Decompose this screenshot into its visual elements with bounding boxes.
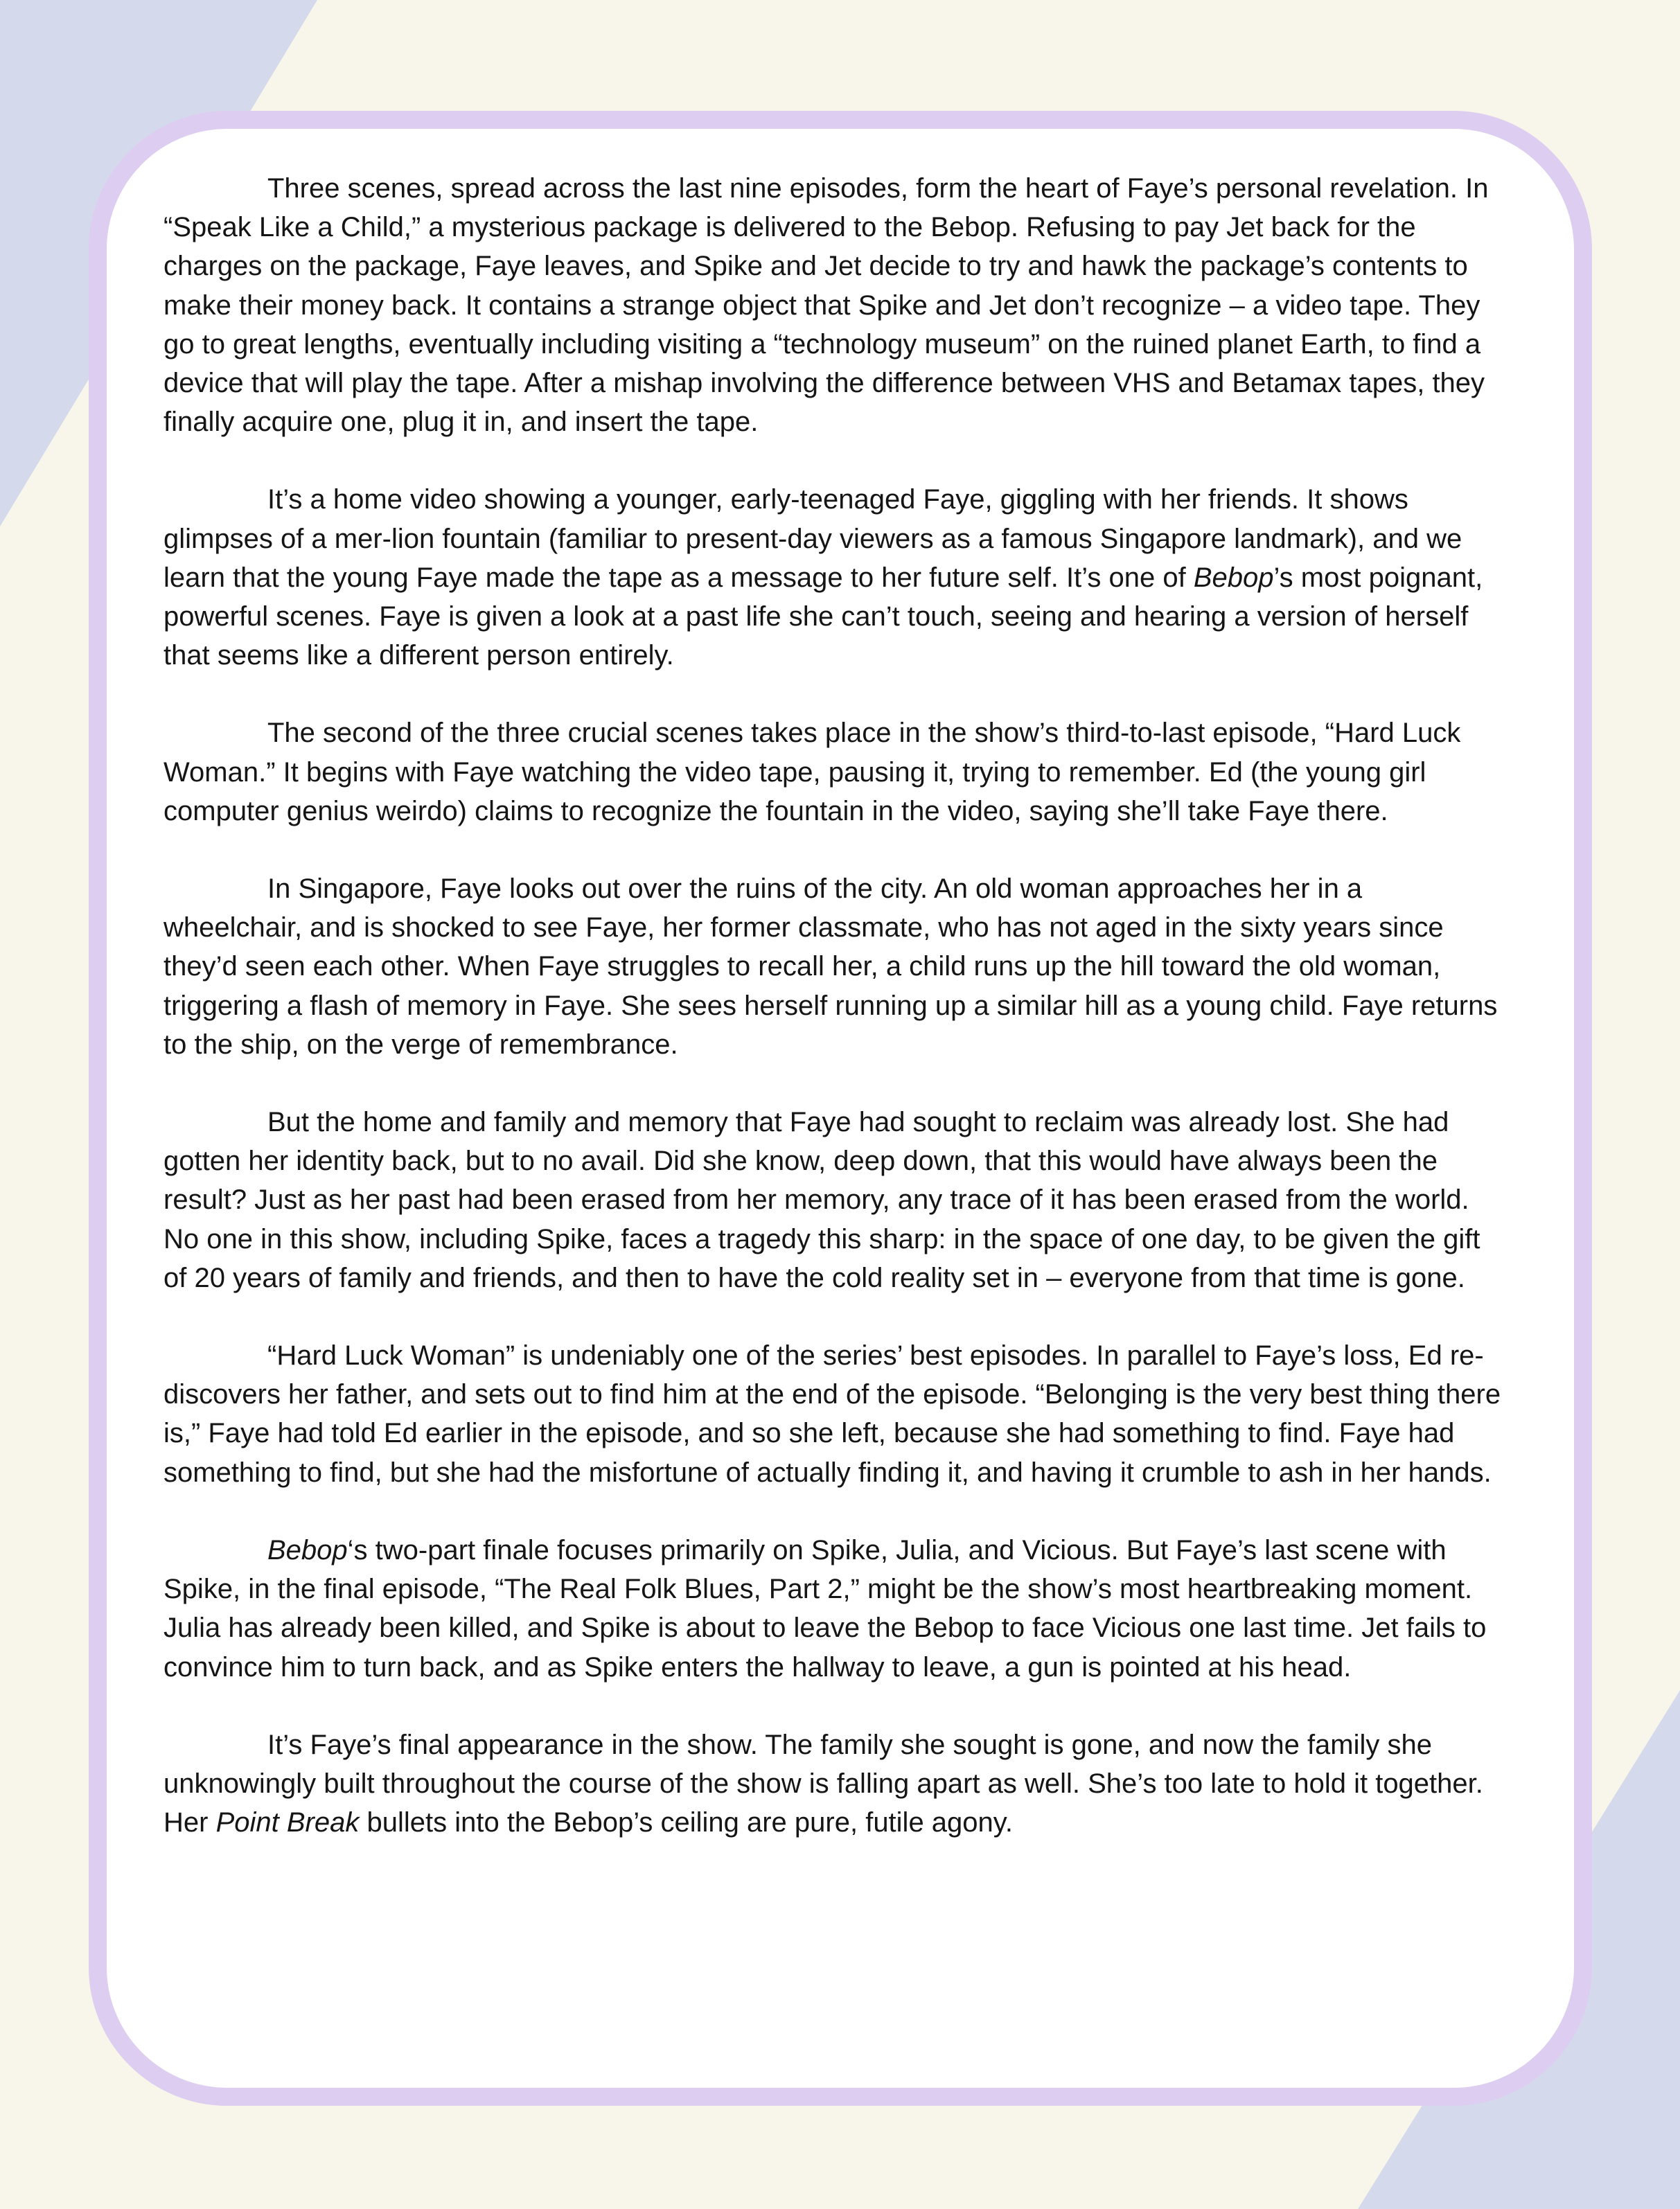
show-title-bebop-2: Bebop [267,1534,348,1565]
paragraph-2 [163,480,1507,675]
paragraph-1-text: Three scenes, spread across the last nine episodes, form the heart of Faye’s personal revelation. In “Speak Like a Child,” a mysterious package is delivered to the Bebop. Refusing to pay Jet back for the charges on the package, Faye leaves, and Spike and Jet decide to try and hawk the package’s contents to make their money back. It contains a strange object that Spike and Jet don’t recognize – a video tape. They go to great lengths, eventually including visiting a “technology museum” on the ruined planet Earth, to find a device that will play the tape. After a mishap involving the difference between VHS and Betamax tapes, they finally acquire one, plug it in, and insert the tape. [163,173,1489,438]
paragraph-2-text-end: ’s most poignant, powerful scenes. Faye is given a look at a past life she can’t touch, seeing and hearing a version of herself that seems like a different person entirely. [163,562,1483,671]
article-body [163,169,1507,1842]
paragraph-8 [163,1725,1507,1843]
show-title-bebop: Bebop [1193,562,1274,593]
paragraph-2-text-start: It’s a home video showing a younger, early-teenaged Faye, giggling with her friends. It shows glimpses of a mer-lion fountain (familiar to present-day viewers as a famous Singapore landmark), and we learn that the young Faye made the tape as a message to her future self. It’s one of [163,484,1462,593]
paragraph-4-text: In Singapore, Faye looks out over the ruins of the city. An old woman approaches her in a wheelchair, and is shocked to see Faye, her former classmate, who has not aged in the sixty years since they’d seen each other. When Faye struggles to recall her, a child runs up the hill toward the old woman, triggering a flash of memory in Faye. She sees herself running up a similar hill as a young child. Faye returns to the ship, on the verge of remembrance. [163,873,1498,1060]
paragraph-8-text-end: bullets into the Bebop’s ceiling are pure, futile agony. [359,1807,1013,1838]
paragraph-6 [163,1336,1507,1492]
paragraph-5-text: But the home and family and memory that Faye had sought to reclaim was already lost. She had gotten her identity back, but to no avail. Did she know, deep down, that this would have always been the result? Just as her past had been erased from her memory, any trace of it has been erased from the world. No one in this show, including Spike, faces a tragedy this sharp: in the space of one day, to be given the gift of 20 years of family and friends, and then to have the cold reality set in – everyone from that time is gone. [163,1107,1480,1293]
paragraph-6-text: “Hard Luck Woman” is undeniably one of the series’ best episodes. In parallel to Faye’s loss, Ed re-discovers her father, and sets out to find him at the end of the episode. “Belonging is the very best thing there is,” Faye had told Ed earlier in the episode, and so she left, because she had something to find. Faye had something to find, but she had the misfortune of actually finding it, and having it crumble to ash in her hands. [163,1340,1501,1488]
paragraph-8-text-start: It’s Faye’s final appearance in the show. The family she sought is gone, and now the family she unknowingly built throughout the course of the show is falling apart as well. She’s too late to hold it together. Her [163,1729,1483,1838]
paragraph-3 [163,713,1507,831]
film-title-point-break: Point Break [215,1807,360,1838]
paragraph-4 [163,869,1507,1064]
paragraph-7 [163,1531,1507,1687]
paragraph-3-text: The second of the three crucial scenes takes place in the show’s third-to-last episode, “Hard Luck Woman.” It begins with Faye watching the video tape, pausing it, trying to remember. Ed (the young girl computer genius weirdo) claims to recognize the fountain in the video, saying she’ll take Faye there. [163,718,1461,826]
paragraph-7-text: ‘s two-part finale focuses primarily on Spike, Julia, and Vicious. But Faye’s last scene with Spike, in the final episode, “The Real Folk Blues, Part 2,” might be the show’s most heartbreaking moment. Julia has already been killed, and Spike is about to leave the Bebop to face Vicious one last time. Jet fails to convince him to turn back, and as Spike enters the hallway to leave, a gun is pointed at his head. [163,1534,1487,1683]
paragraph-1 [163,169,1507,441]
paragraph-5 [163,1103,1507,1297]
